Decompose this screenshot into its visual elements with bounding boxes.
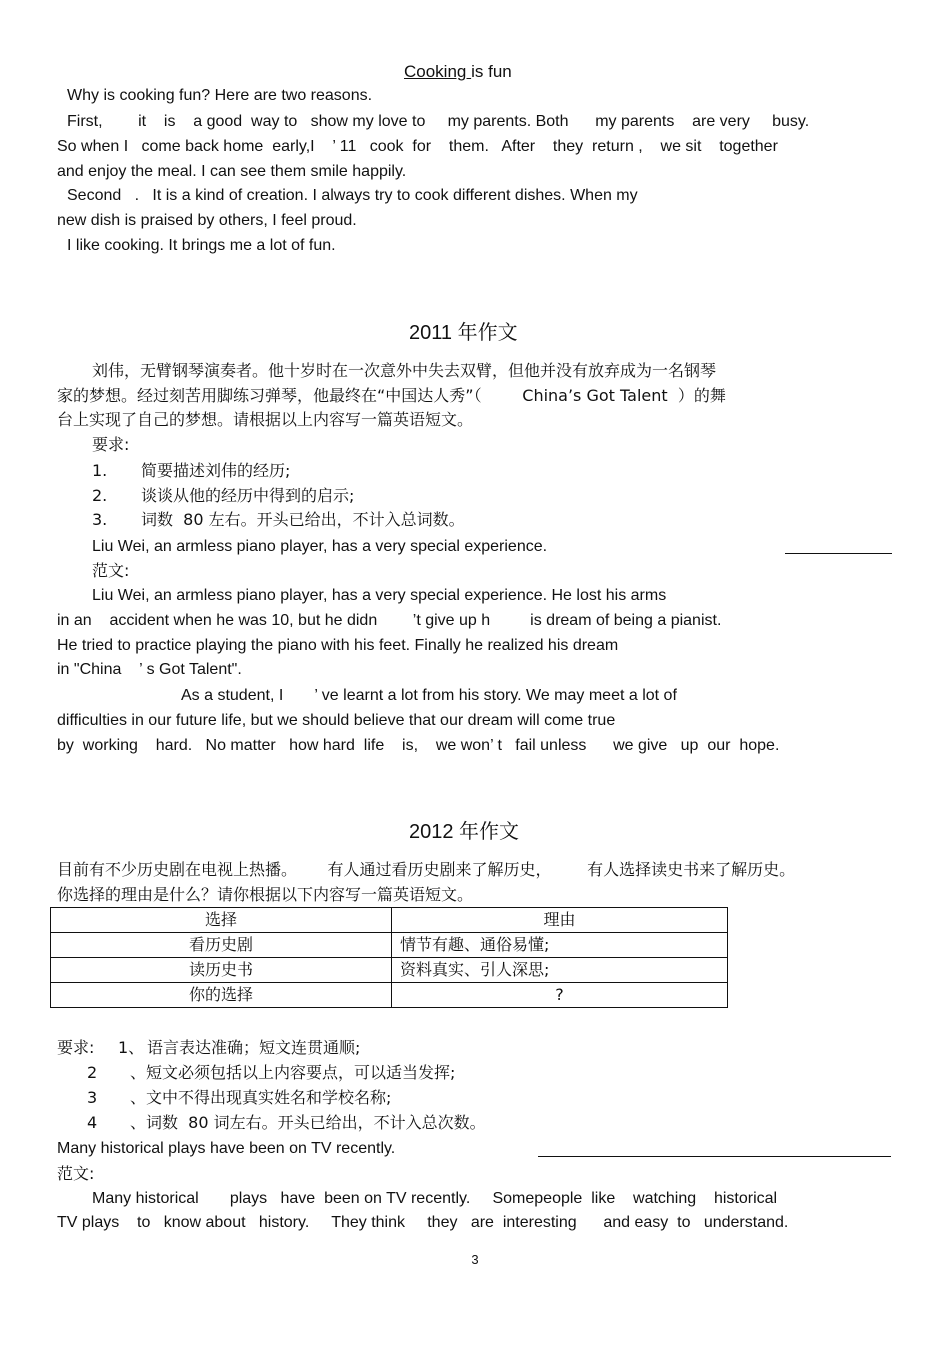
requirement-text: 、短文必须包括以上内容要点，可以适当发挥; [130,1063,456,1082]
requirement-number: 4 [87,1113,98,1132]
section-title-2012: 2012 年作文 [409,821,520,843]
opening-sentence: Many historical plays have been on TV recently. [57,1140,396,1157]
requirement-number: 2 [87,1063,98,1082]
prompt-line: 家的梦想。经过刻苦用脚练习弹琴，他最终在“中国达人秀”（ China’s Got Talent ）的舞 [57,386,726,405]
table-cell: 资料真实、引人深思; [392,958,728,983]
requirement-text: 、词数 80 词左右。开头已给出，不计入总次数。 [130,1113,486,1132]
answer-blank [538,1156,891,1157]
requirement-text: 谈谈从他的经历中得到的启示; [141,486,355,505]
prompt-line: 目前有不少历史剧在电视上热播。 有人通过看历史剧来了解历史， 有人选择读史书来了解历史。 [57,860,796,879]
essay-title-rest: is fun [471,62,512,81]
requirement-text: 简要描述刘伟的经历; [141,461,291,480]
sample-line: difficulties in our future life, but we should believe that our dream will come true [57,712,616,729]
sample-line: in an accident when he was 10, but he didn ’t give up h is dream of being a pianist. [57,612,722,629]
prompt-line: 台上实现了自己的梦想。请根据以上内容写一篇英语短文。 [57,410,474,429]
prompt-line: 你选择的理由是什么？请你根据以下内容写一篇英语短文。 [57,885,474,904]
choice-table [50,907,728,1008]
sample-line: in "China ’ s Got Talent". [57,661,242,678]
essay-line: new dish is praised by others, I feel proud. [57,212,357,229]
essay-title-underlined: Cooking [404,62,472,81]
requirement-number: 3 [87,1088,98,1107]
sample-line: TV plays to know about history. They think they are interesting and easy to understand. [57,1214,789,1231]
essay-line: First, it is a good way to show my love to my parents. Both my parents are very busy. [67,113,810,130]
answer-blank [785,553,892,554]
table-row [51,983,728,1008]
essay-line: Second . It is a kind of creation. I always try to cook different dishes. When my [67,187,638,204]
opening-sentence: Liu Wei, an armless piano player, has a very special experience. [92,538,548,555]
sample-line: He tried to practice playing the piano with his feet. Finally he realized his dream [57,637,619,654]
sample-line: Liu Wei, an armless piano player, has a very special experience. He lost his arms [92,587,667,604]
prompt-line: 刘伟，无臂钢琴演奏者。他十岁时在一次意外中失去双臂，但他并没有放弃成为一名钢琴 [92,361,717,380]
requirement-number: 3. [92,510,108,529]
table-cell: 读历史书 [51,958,392,983]
essay-line: and enjoy the meal. I can see them smile happily. [57,163,407,180]
essay-line: Why is cooking fun? Here are two reasons. [67,87,373,104]
table-cell: 情节有趣、通俗易懂; [392,933,728,958]
table-header-cell: 选择 [51,908,392,933]
table-row [51,933,728,958]
sample-line: by working hard. No matter how hard life is, we won’ t fail unless we give up our hope. [57,737,780,754]
sample-line: As a student, I ’ ve learnt a lot from his story. We may meet a lot of [181,687,677,704]
requirements-label: 要求: [92,435,130,454]
sample-label: 范文: [57,1164,95,1183]
requirement-text: 语言表达准确；短文连贯通顺; [147,1038,361,1057]
essay-title [404,61,512,83]
table-cell: 你的选择 [51,983,392,1008]
requirement-number: 1. [92,461,108,480]
requirement-number: 2. [92,486,108,505]
sample-line: Many historical plays have been on TV recently. Somepeople like watching historical [92,1190,778,1207]
page-number: 3 [471,1252,479,1267]
requirement-text: 词数 80 左右。开头已给出，不计入总词数。 [141,510,465,529]
table-header-cell: 理由 [392,908,728,933]
sample-label: 范文: [92,561,130,580]
table-cell: 看历史剧 [51,933,392,958]
table-row [51,958,728,983]
requirement-number: 1、 [118,1038,145,1057]
essay-line: I like cooking. It brings me a lot of fun. [67,237,336,254]
requirements-label: 要求: [57,1038,95,1057]
essay-line: So when I come back home early,I ’ 11 cook for them. After they return , we sit together [57,138,778,155]
table-header-row [51,908,728,933]
requirement-text: 、文中不得出现真实姓名和学校名称; [130,1088,392,1107]
section-title-2011: 2011 年作文 [409,322,518,344]
table-cell: ? [392,983,728,1008]
